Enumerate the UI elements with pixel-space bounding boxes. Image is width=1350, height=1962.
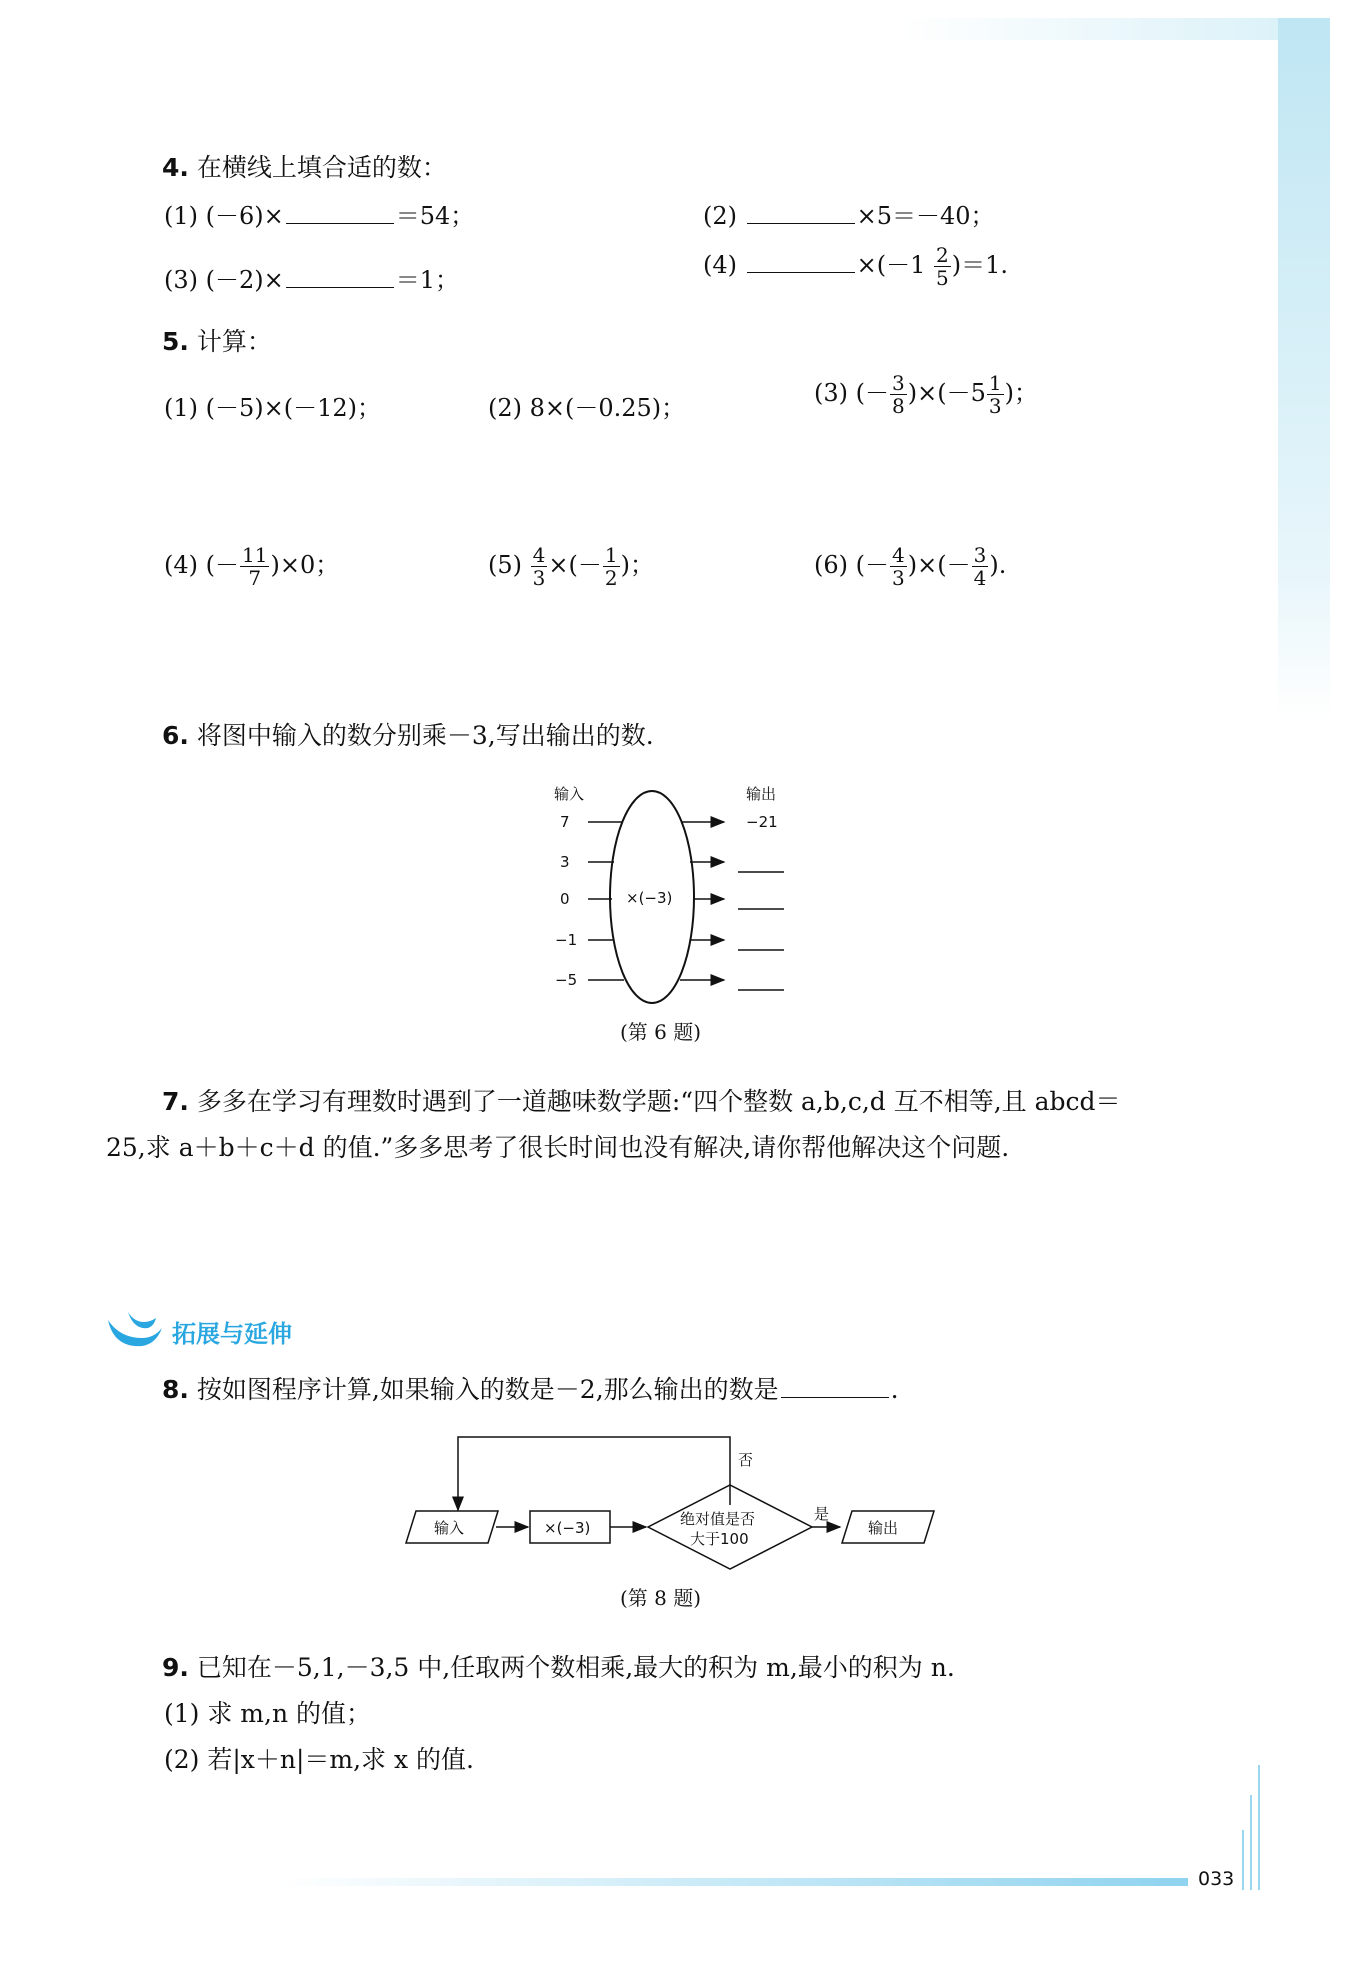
q9-stem: 9. 已知在－5,1,－3,5 中,任取两个数相乘,最大的积为 m,最小的积为 n. bbox=[162, 1653, 955, 1682]
q5-part3: (3) (－ $\frac{3}{8}$ )×(－5 $\frac{1}{3}$ )； bbox=[814, 371, 1038, 418]
op-box-label: ×(−3) bbox=[544, 1519, 591, 1537]
output-blanks bbox=[738, 872, 784, 990]
section-title: 拓展与延伸 bbox=[172, 1320, 292, 1348]
output-box-label: 输出 bbox=[868, 1519, 899, 1537]
q5-part6: (6) (－ $\frac{4}{3}$ )×(－ $\frac{3}{4}$ ). bbox=[814, 543, 1007, 590]
condition-line2: 大于100 bbox=[690, 1530, 749, 1548]
q6-stem: 6. 将图中输入的数分别乘－3,写出输出的数. bbox=[162, 721, 654, 750]
q5-part4: (4) (－ $\frac{11}{7}$ )×0； bbox=[164, 543, 340, 590]
q5-part2: (2) 8×(－0.25)； bbox=[488, 394, 686, 422]
corner-lines bbox=[1242, 1760, 1272, 1890]
q8-flowchart bbox=[400, 1425, 940, 1585]
first-output: −21 bbox=[746, 813, 778, 831]
page-number: 033 bbox=[1198, 1868, 1235, 1890]
input-value-4: −1 bbox=[555, 931, 578, 949]
q9-part1: (1) 求 m,n 的值； bbox=[164, 1699, 372, 1728]
output-title: 输出 bbox=[746, 785, 777, 803]
answer-blank[interactable] bbox=[781, 1375, 889, 1398]
q5-stem: 5. 计算： bbox=[162, 327, 272, 356]
q5-part5: (5) $\frac{4}{3}$ ×(－ $\frac{1}{2}$ )； bbox=[488, 543, 654, 590]
answer-blank[interactable] bbox=[747, 201, 855, 224]
operator-label: ×(−3) bbox=[626, 889, 673, 907]
q4-part4: (4) ×(－1 $\frac{2}{5}$ )＝1. bbox=[703, 243, 1009, 290]
section-swoosh-icon bbox=[104, 1308, 166, 1354]
input-box-label: 输入 bbox=[434, 1519, 465, 1537]
q9-part2: (2) 若|x＋n|＝m,求 x 的值. bbox=[164, 1745, 474, 1774]
input-value-2: 3 bbox=[560, 853, 570, 871]
q6-caption: (第 6 题) bbox=[620, 1020, 702, 1044]
input-title: 输入 bbox=[554, 785, 585, 803]
q8-stem: 8. 按如图程序计算,如果输入的数是－2,那么输出的数是 . bbox=[162, 1375, 899, 1404]
right-edge-strip bbox=[1278, 18, 1330, 718]
input-value-1: 7 bbox=[560, 813, 570, 831]
fraction: $\frac{2}{5}$ bbox=[936, 243, 949, 290]
condition-line1: 绝对值是否 bbox=[680, 1510, 756, 1528]
q8-caption: (第 8 题) bbox=[620, 1586, 702, 1610]
q5-part1: (1) (－5)×(－12)； bbox=[164, 394, 381, 422]
answer-blank[interactable] bbox=[286, 265, 394, 288]
bottom-strip bbox=[280, 1878, 1188, 1886]
input-value-3: 0 bbox=[560, 890, 570, 908]
q4-part1: (1) (－6)× ＝54； bbox=[164, 202, 475, 230]
q7-line1: 7. 多多在学习有理数时遇到了一道趣味数学题:“四个整数 a,b,c,d 互不相等,且 abcd＝ bbox=[162, 1087, 1121, 1116]
answer-blank[interactable] bbox=[747, 250, 855, 273]
q4-part2: (2) ×5＝－40； bbox=[703, 202, 995, 230]
top-right-decoration bbox=[900, 18, 1330, 40]
q7-line2: 25,求 a＋b＋c＋d 的值.”多多思考了很长时间也没有解决,请你帮他解决这个问题. bbox=[106, 1133, 1010, 1162]
q6-diagram bbox=[540, 775, 800, 1015]
input-value bbox=[555, 813, 577, 989]
no-label: 否 bbox=[738, 1451, 754, 1469]
input-value-5: −5 bbox=[555, 971, 578, 989]
answer-blank[interactable] bbox=[286, 201, 394, 224]
yes-label: 是 bbox=[814, 1505, 830, 1523]
q4-part3: (3) (－2)× ＝1； bbox=[164, 266, 460, 294]
q4-stem: 4. 在横线上填合适的数： bbox=[162, 153, 447, 182]
